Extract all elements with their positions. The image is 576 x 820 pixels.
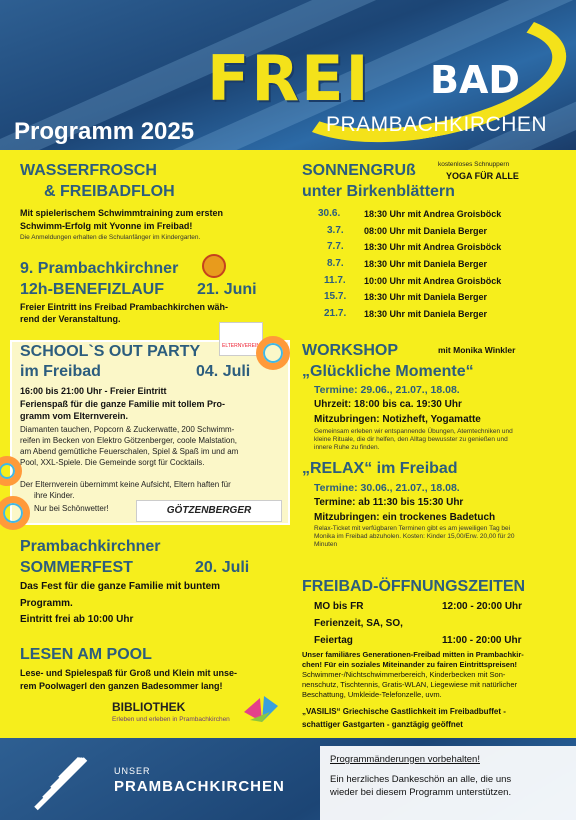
benefiz-title-1: 9. Prambachkirchner — [20, 260, 179, 277]
yoga-date: 11.7. — [324, 275, 346, 286]
workshop-host: mit Monika Winkler — [438, 345, 516, 355]
yoga-date: 7.7. — [327, 241, 344, 252]
sommerfest-date: 20. Juli — [195, 559, 250, 576]
swim-ring-icon — [256, 336, 290, 370]
workshop-1-dates: Termine: 29.06., 21.07., 18.08. — [314, 384, 460, 396]
lesen-line-2: rem Poolwagerl den ganzen Badesommer lang! — [20, 681, 223, 691]
school-line-9: Nur bei Schönwetter! — [34, 504, 109, 513]
benefiz-date: 21. Juni — [197, 281, 257, 298]
sommerfest-line-1: Das Fest für die ganze Familie mit buntem — [20, 581, 221, 592]
program-content — [0, 150, 576, 738]
hours-holiday-1: Ferienzeit, SA, SO, — [314, 618, 403, 629]
lesen-line-1: Lese- und Spielespaß für Groß und Klein mit unse- — [20, 668, 238, 678]
yoga-entry: 18:30 Uhr mit Andrea Groisböck — [364, 209, 502, 219]
yoga-entry: 18:30 Uhr mit Daniela Berger — [364, 259, 488, 269]
freibad-desc-5: Beschattung, Umkleide-Telefonzelle, uvm. — [302, 690, 442, 699]
workshop-1-desc-2: kleine Rituale, die dir helfen, den Alltag bewusster zu genießen und — [314, 436, 508, 443]
workshop-1-time: Uhrzeit: 18:00 bis ca. 19:30 Uhr — [314, 399, 462, 410]
wasserfrosch-body-1: Mit spielerischem Schwimmtraining zum ersten — [20, 208, 224, 218]
sommerfest-title-1: Prambachkirchner — [20, 538, 161, 555]
logo-bad: BAD — [430, 58, 520, 102]
footer-banner — [0, 738, 576, 820]
bibliothek-name: BIBLIOTHEK — [112, 700, 186, 714]
wasserfrosch-note: Die Anmeldungen erhalten die Schulanfänger im Kindergarten. — [20, 234, 201, 241]
yoga-date: 15.7. — [324, 291, 347, 302]
wasserfrosch-title-1: WASSERFROSCH — [20, 162, 157, 179]
workshop-1-desc-3: innere Ruhe zu finden. — [314, 444, 380, 451]
vasilis-line-1: „VASILIS“ Griechische Gastlichkeit im Freibadbuffet - — [302, 707, 506, 716]
freibad-desc-4: nenschutz, Tischtennis, Gratis-WLAN, Liegewiese mit natürlicher — [302, 680, 518, 689]
bibliothek-logo — [112, 698, 282, 734]
bibliothek-tagline: Erleben und erleben in Prambachkirchen — [112, 716, 230, 723]
hours-weekday: MO bis FR — [314, 601, 364, 612]
workshop-2-bring: Mitzubringen: ein trockenes Badetuch — [314, 512, 496, 523]
yoga-date: 30.6. — [318, 208, 341, 219]
school-time: 16:00 bis 21:00 Uhr - Freier Eintritt — [20, 386, 167, 396]
wasserfrosch-body-2: Schwimm-Erfolg mit Yvonne im Freibad! — [20, 221, 193, 231]
school-date: 04. Juli — [196, 363, 251, 380]
benefiz-title-2: 12h-BENEFIZLAUF — [20, 281, 164, 298]
logo-frei: FREI — [207, 42, 371, 115]
workshop-1-desc-1: Gemeinsam erleben wir entspannende Übungen, Atemtechniken und — [314, 428, 513, 435]
school-line-7: Der Elternverein übernimmt keine Aufsicht, Eltern haften für — [20, 480, 231, 489]
yoga-tag-big: YOGA FÜR ALLE — [446, 171, 519, 181]
hours-weekday-time: 12:00 - 20:00 Uhr — [442, 601, 523, 612]
sonnengruss-title-1: SONNENGRUß — [302, 162, 416, 179]
workshop-2-time: Termine: ab 11:30 bis 15:30 Uhr — [314, 497, 464, 508]
yoga-entry: 10:00 Uhr mit Andrea Groisböck — [364, 276, 502, 286]
workshop-1-bring: Mitzubringen: Notizheft, Yogamatte — [314, 414, 481, 425]
school-title-1: SCHOOL`S OUT PARTY — [20, 343, 201, 360]
school-line-4: reifen im Becken von Elektro Götzenberger, coole Malstation, — [20, 436, 237, 445]
hours-holiday-2: Feiertag — [314, 635, 353, 646]
hours-holiday-time: 11:00 - 20:00 Uhr — [442, 635, 522, 646]
workshop-2-desc-3: Minuten — [314, 541, 338, 548]
school-line-5: am Abend gemütliche Feuerschalen, Spiel & Spaß im und am — [20, 447, 239, 456]
school-line-2: gramm vom Elternverein. — [20, 411, 129, 421]
workshop-2-title: „RELAX“ im Freibad — [302, 460, 458, 477]
sommerfest-line-3: Eintritt frei ab 10:00 Uhr — [20, 614, 134, 625]
workshop-title: WORKSHOP — [302, 342, 398, 359]
goetzenberger-logo: GÖTZENBERGER — [136, 500, 282, 522]
header-banner — [0, 0, 576, 150]
workshop-1-title: „Glückliche Momente“ — [302, 363, 474, 380]
benefiz-body-1: Freier Eintritt ins Freibad Prambachkirchen wäh- — [20, 302, 229, 312]
footer-note-box — [320, 746, 576, 820]
school-line-3: Diamanten tauchen, Popcorn & Zuckerwatte, 200 Schwimm- — [20, 425, 235, 434]
school-title-2: im Freibad — [20, 363, 101, 380]
workshop-2-desc-1: Relax-Ticket mit verfügbaren Terminen gibt es am jeweiligen Tag bei — [314, 525, 511, 532]
footer-note-2: Ein herzliches Dankeschön an alle, die uns — [330, 774, 512, 785]
footer-note-3: wieder bei diesem Programm unterstützen. — [330, 787, 512, 798]
workshop-2-desc-2: Monika im Freibad abzuholen. Kosten: Kinder 15,00/Erw. 20,00 für 20 — [314, 533, 515, 540]
wasserfrosch-title-2: & FREIBADFLOH — [44, 183, 175, 200]
prambachkirchen-logo-icon — [36, 748, 98, 810]
runner-icon — [202, 254, 226, 278]
sommerfest-title-2: SOMMERFEST — [20, 559, 133, 576]
vasilis-line-2: schattiger Gastgarten - ganztägig geöffnet — [302, 720, 463, 729]
footer-note-1: Programmänderungen vorbehalten! — [330, 754, 480, 765]
lesen-title: LESEN AM POOL — [20, 646, 152, 663]
freibad-desc-2: chen! Für ein soziales Miteinander zu fairen Eintrittspreisen! — [302, 660, 518, 669]
yoga-date: 3.7. — [327, 225, 344, 236]
benefiz-body-2: rend der Veranstaltung. — [20, 314, 121, 324]
freibad-desc-3: Schwimmer-/Nichtschwimmerbereich, Kinderbecken mit Son- — [302, 670, 506, 679]
yoga-entry: 18:30 Uhr mit Andrea Groisböck — [364, 242, 502, 252]
footer-town: PRAMBACHKIRCHEN — [114, 778, 285, 795]
workshop-2-dates: Termine: 30.06., 21.07., 18.08. — [314, 482, 460, 494]
logo-town: PRAMBACHKIRCHEN — [326, 113, 548, 136]
yoga-tag-small: kostenloses Schnuppern — [438, 161, 510, 168]
school-line-6: Pool, XXL-Spiele. Die Gemeinde sorgt für Cocktails. — [20, 458, 205, 467]
yoga-date: 8.7. — [327, 258, 344, 269]
sonnengruss-title-2: unter Birkenblättern — [302, 183, 455, 200]
yoga-entry: 18:30 Uhr mit Daniela Berger — [364, 309, 488, 319]
school-line-1: Ferienspaß für die ganze Familie mit tollem Pro- — [20, 399, 226, 409]
sommerfest-line-2: Programm. — [20, 598, 73, 609]
yoga-date: 21.7. — [324, 308, 347, 319]
footer-unser: UNSER — [114, 766, 151, 776]
school-line-8: ihre Kinder. — [34, 491, 75, 500]
yoga-entry: 18:30 Uhr mit Daniela Berger — [364, 292, 488, 302]
freibad-desc-1: Unser familiäres Generationen-Freibad mitten in Prambachkir- — [302, 650, 524, 659]
book-icon — [240, 692, 282, 728]
yoga-entry: 08:00 Uhr mit Daniela Berger — [364, 226, 488, 236]
elternverein-label: ELTERNVEREIN — [222, 343, 260, 349]
program-title: Programm 2025 — [14, 118, 195, 145]
hours-title: FREIBAD-ÖFFNUNGSZEITEN — [302, 578, 526, 595]
